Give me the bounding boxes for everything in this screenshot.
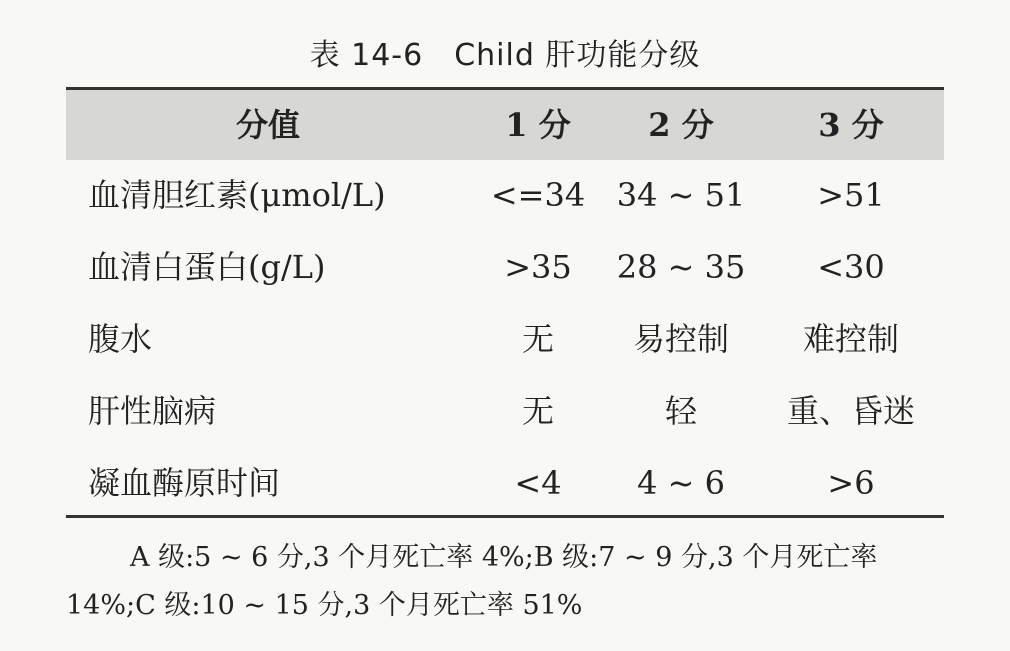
table-header-row (66, 90, 944, 160)
row-score-3: >6 (827, 464, 875, 502)
header-score-2: 2 分 (648, 106, 714, 144)
row-score-3: 重、昏迷 (786, 392, 915, 430)
table-footnote: A 级:5 ~ 6 分,3 个月死亡率 4%;B 级:7 ~ 9 分,3 个月死亡率 14%;C 级:10 ~ 15 分,3 个月死亡率 51% (66, 542, 878, 621)
header-score-1: 1 分 (505, 106, 571, 144)
table-bottom-rule (66, 515, 944, 518)
row-score-3: >51 (817, 176, 885, 214)
header-score-3: 3 分 (818, 106, 884, 144)
table-caption: 表 14-6 Child 肝功能分级 (309, 38, 701, 73)
table-row (66, 160, 944, 230)
row-score-2: 易控制 (632, 320, 729, 358)
table-row (66, 304, 944, 374)
table-row (66, 376, 944, 446)
row-label: 凝血酶原时间 (88, 464, 281, 502)
row-score-3: <30 (817, 248, 885, 286)
row-score-2: 轻 (664, 392, 697, 430)
row-label: 血清白蛋白(g/L) (88, 248, 326, 286)
row-score-1: <=34 (490, 176, 586, 214)
table-row (66, 448, 944, 518)
row-score-1: <4 (514, 464, 562, 502)
row-label: 血清胆红素(μmol/L) (88, 176, 386, 214)
row-label: 肝性脑病 (88, 392, 217, 430)
row-score-1: >35 (504, 248, 572, 286)
row-score-3: 难控制 (802, 320, 899, 358)
row-score-2: 4 ~ 6 (637, 464, 725, 502)
row-score-2: 28 ~ 35 (616, 248, 746, 286)
header-label: 分值 (236, 106, 301, 144)
row-score-1: 无 (521, 392, 554, 430)
table-row (66, 232, 944, 302)
row-label: 腹水 (88, 320, 153, 358)
row-score-2: 34 ~ 51 (616, 176, 746, 214)
row-score-1: 无 (521, 320, 554, 358)
